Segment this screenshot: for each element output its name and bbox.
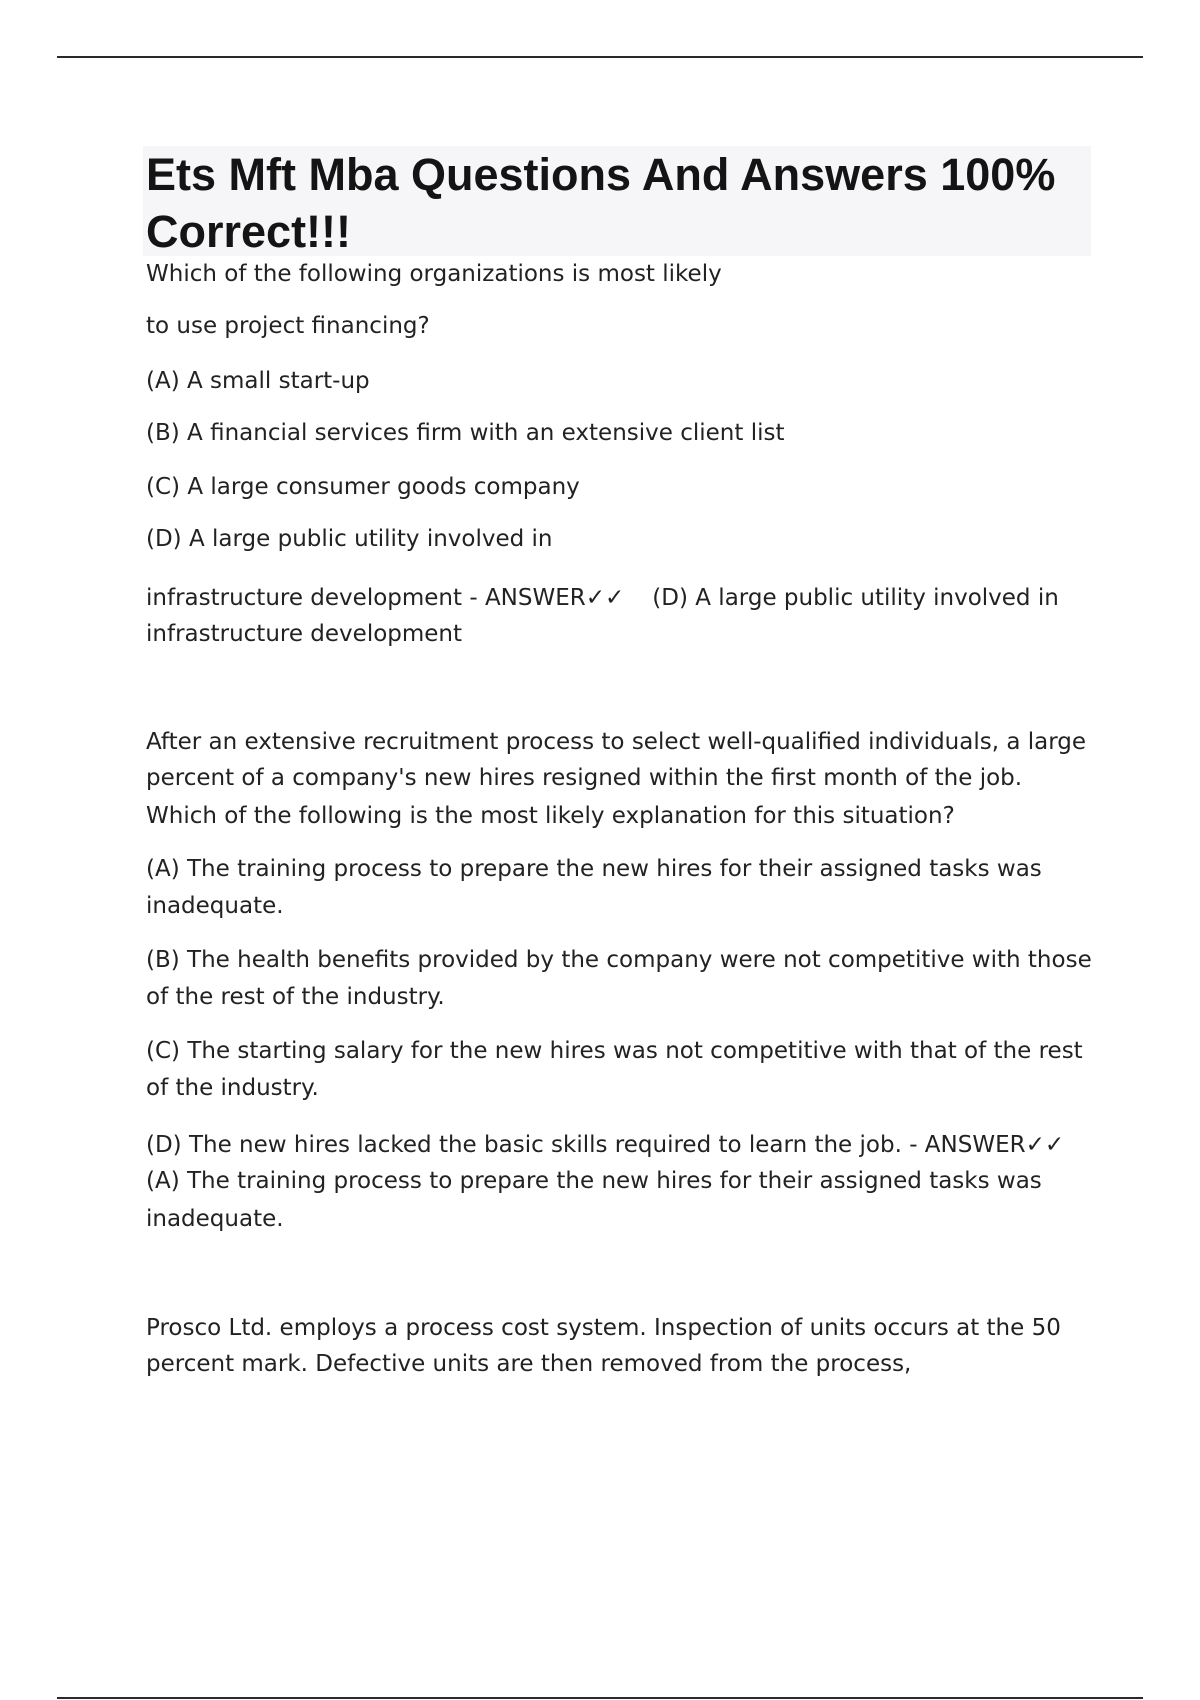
q2-answer-line: (A) The training process to prepare the new hires for their assigned tasks was [146,1168,1042,1194]
q1-line: Which of the following organizations is most likely [146,261,722,287]
q2-option-c-cont: of the industry. [146,1075,319,1101]
q2-stem-line: Which of the following is the most likely explanation for this situation? [146,803,955,829]
q2-stem-line: percent of a company's new hires resigned within the first month of the job. [146,765,1023,791]
q2-option-d-answer: (D) The new hires lacked the basic skills required to learn the job. - ANSWER✓✓ [146,1132,1065,1158]
q3-stem-line: percent mark. Defective units are then removed from the process, [146,1351,912,1377]
q1-answer-text: (D) A large public utility involved in [652,585,1059,611]
q2-option-b-cont: of the rest of the industry. [146,984,445,1010]
q2-option-a-cont: inadequate. [146,893,284,919]
q1-option-c: (C) A large consumer goods company [146,474,580,500]
q1-answer-line [146,580,1096,617]
q2-stem-line: After an extensive recruitment process to select well-qualified individuals, a large [146,729,1087,755]
q1-option-d: (D) A large public utility involved in [146,526,553,552]
q1-option-b: (B) A financial services firm with an extensive client list [146,420,785,446]
footer-rule [57,1697,1143,1699]
q2-answer-cont: inadequate. [146,1206,284,1232]
q1-option-a: (A) A small start-up [146,368,370,394]
q2-option-b: (B) The health benefits provided by the company were not competitive with those [146,947,1092,973]
q1-answer-marker: infrastructure development - ANSWER✓✓ [146,585,625,611]
q1-answer-cont: infrastructure development [146,621,463,647]
q2-option-c: (C) The starting salary for the new hires was not competitive with that of the rest [146,1038,1083,1064]
q3-stem-line: Prosco Ltd. employs a process cost system. Inspection of units occurs at the 50 [146,1315,1061,1341]
document-title: Ets Mft Mba Questions And Answers 100% Correct!!! [146,149,1056,257]
q1-line: to use project financing? [146,313,430,339]
q2-option-a: (A) The training process to prepare the new hires for their assigned tasks was [146,856,1042,882]
header-rule [57,56,1143,58]
